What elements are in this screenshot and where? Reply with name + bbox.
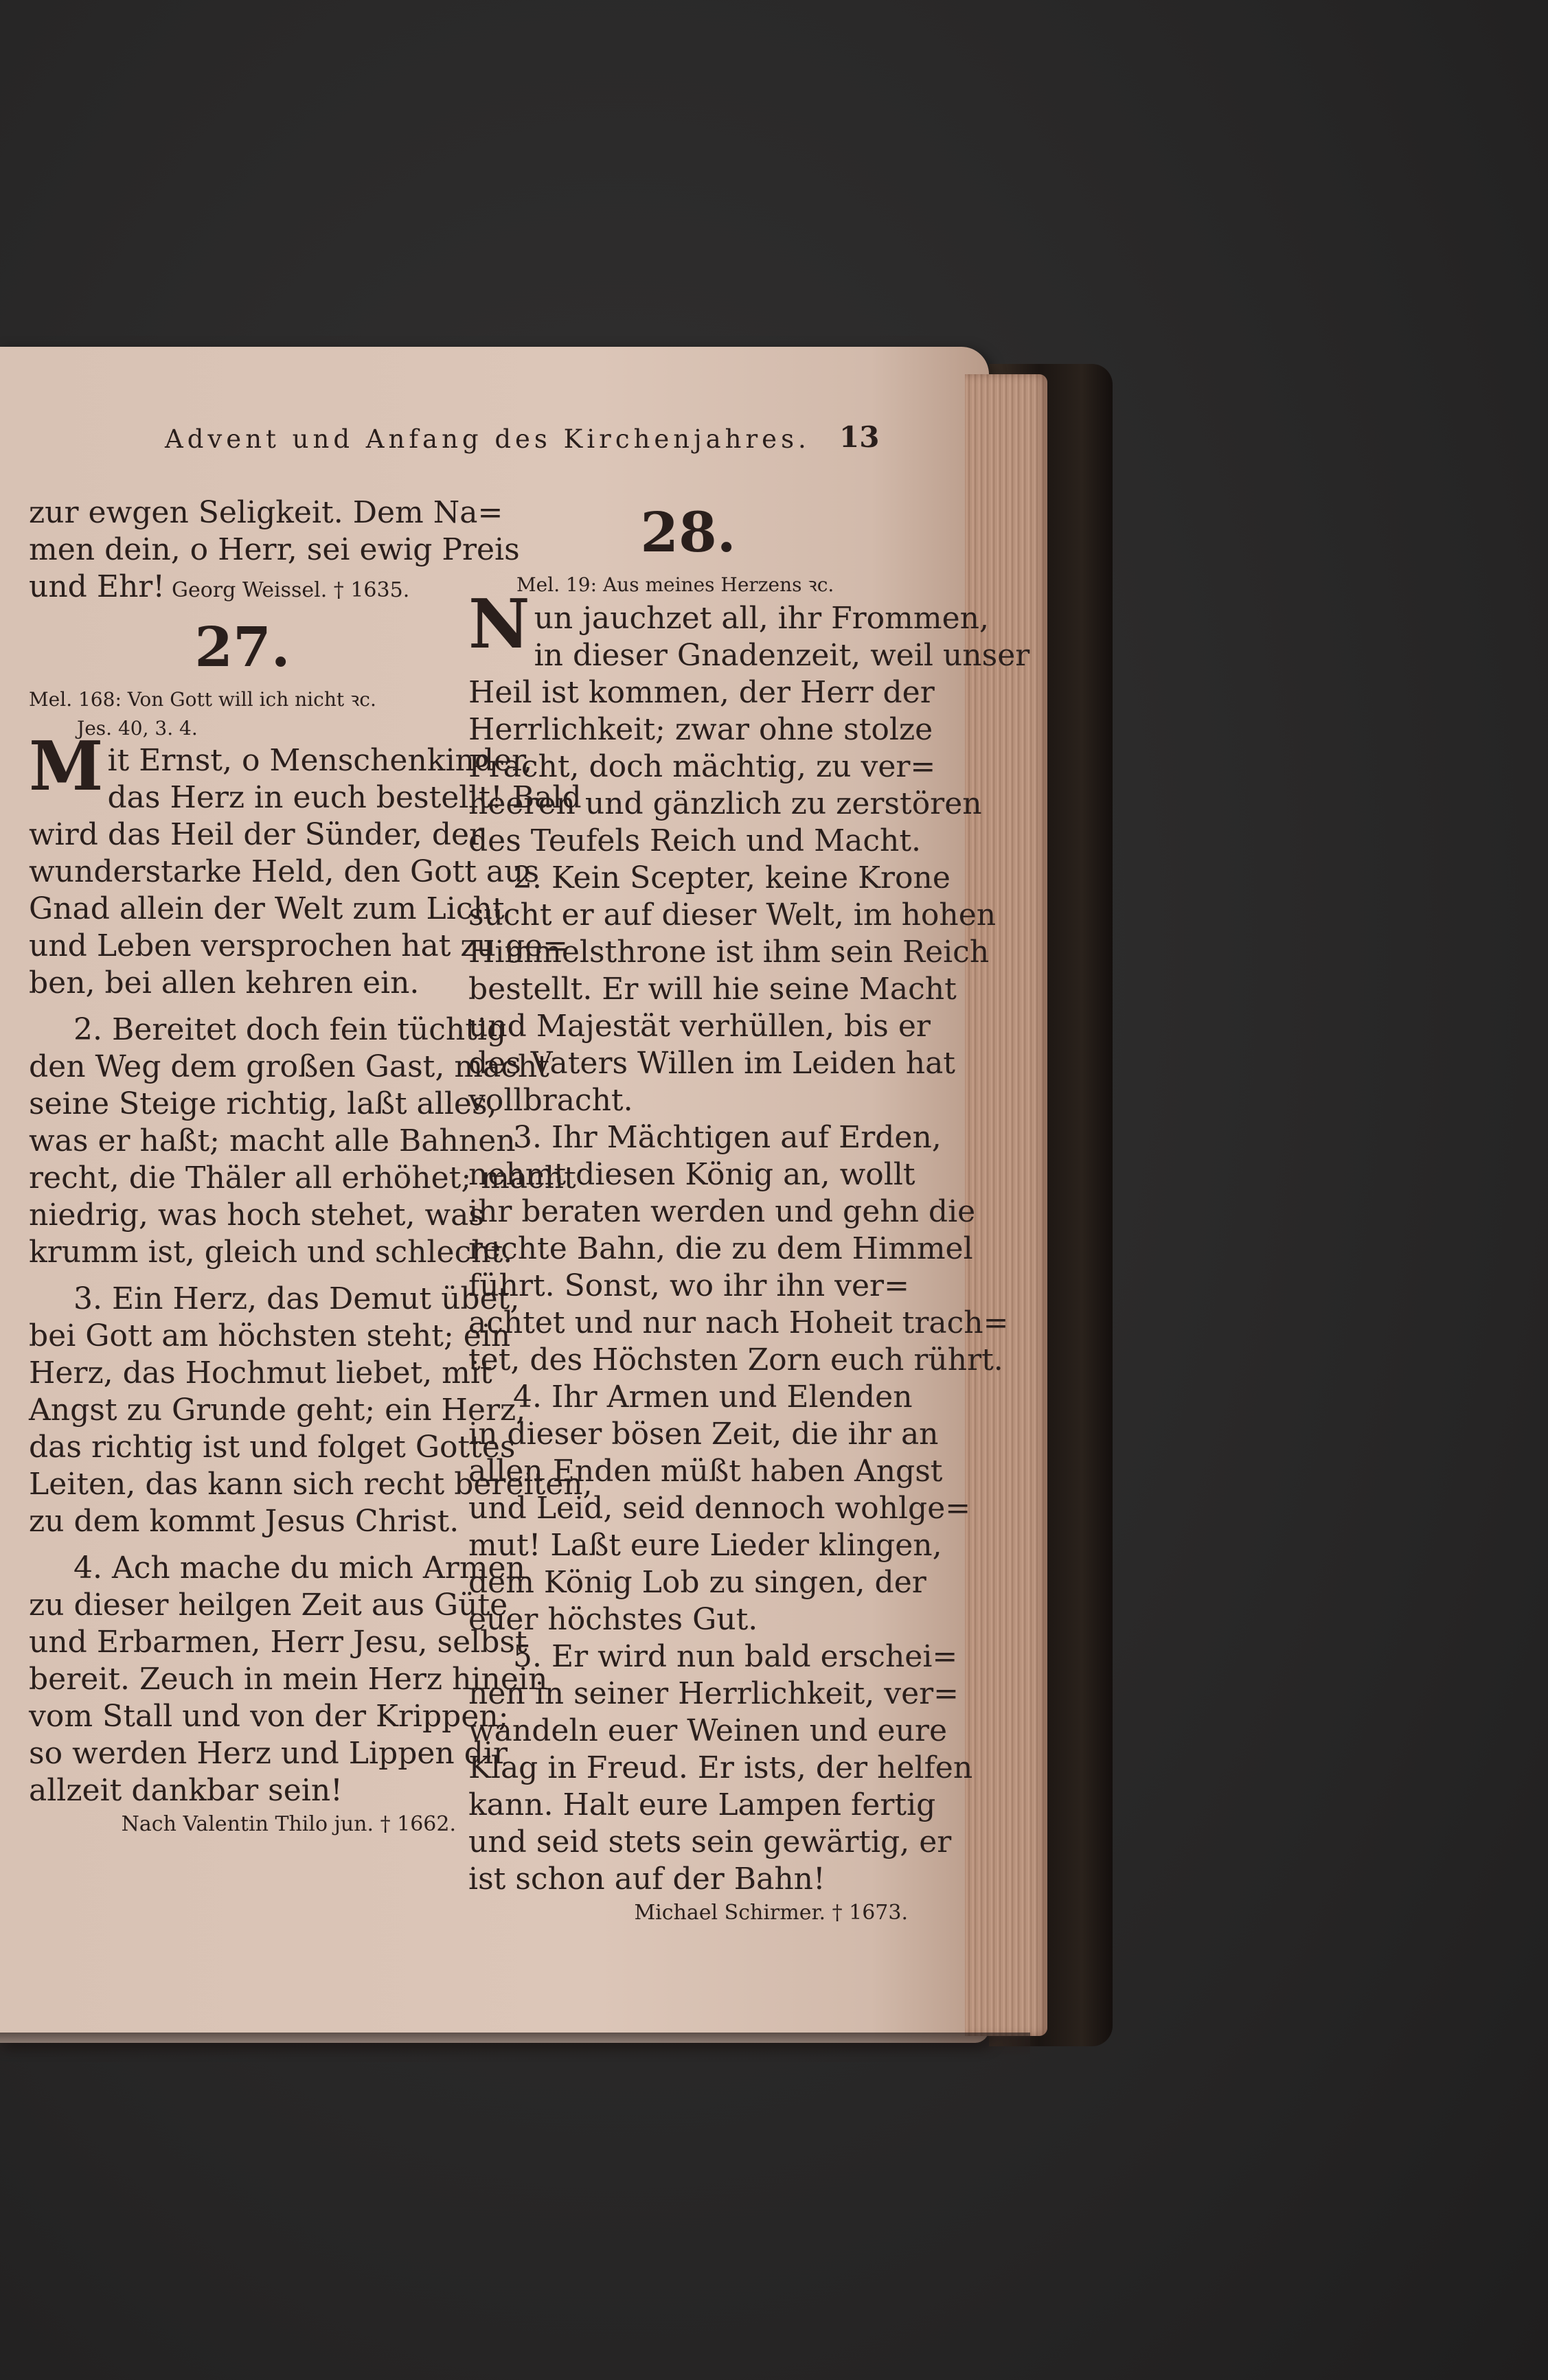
text-line: und seid stets sein gewärtig, er [468, 1824, 952, 1860]
text-line: was er haßt; macht alle Bahnen [29, 1123, 516, 1158]
text-line-content: un jauchzet all, ihr Frommen, [534, 601, 989, 636]
text-line-content: it Ernst, o Menschenkinder, [107, 743, 533, 778]
text-line: zu dieser heilgen Zeit aus Güte [29, 1588, 508, 1623]
text-line: Herz, das Hochmut liebet, mit [29, 1355, 492, 1391]
text-line: zu dem kommt Jesus Christ. [29, 1504, 459, 1539]
text-line: sucht er auf dieser Welt, im hohen [468, 897, 997, 932]
text-line: Herrlichkeit; zwar ohne stolze [468, 712, 933, 747]
text-line: und Majestät verhüllen, bis er [468, 1009, 931, 1044]
text-line: men dein, o Herr, sei ewig Preis [29, 532, 520, 567]
text-line: führt. Sonst, wo ihr ihn ver= [468, 1268, 909, 1303]
verse-3 [29, 1281, 593, 1540]
text-line: ihr beraten werden und gehn die [468, 1194, 976, 1229]
text-line: zur ewgen Seligkeit. Dem Na= [29, 495, 503, 530]
text-line: krumm ist, gleich und schlecht. [29, 1235, 513, 1270]
verse-4 [29, 1550, 548, 1809]
text-line: mut! Laßt eure Lieder klingen, [468, 1528, 942, 1563]
text-line: wandeln euer Weinen und eure [468, 1713, 947, 1748]
text-line: das richtig ist und folget Gottes [29, 1430, 516, 1465]
text-line: 2. Bereitet doch fein tüchtig [73, 1012, 507, 1047]
melody-reference: Mel. 168: Von Gott will ich nicht ꝛc. [29, 688, 376, 711]
text-line: des Vaters Willen im Leiden hat [468, 1046, 955, 1081]
text-line: rechte Bahn, die zu dem Himmel [468, 1231, 973, 1266]
verse-2 [468, 860, 997, 1119]
text-line: 5. Er wird nun bald erschei= [513, 1639, 958, 1674]
text-line: Angst zu Grunde geht; ein Herz, [29, 1393, 526, 1428]
drop-cap: N [468, 585, 530, 664]
text-line: nen in seiner Herrlichkeit, ver= [468, 1676, 959, 1711]
text-line: das Herz in euch bestellt! Bald [107, 780, 582, 815]
text-line: 4. Ihr Armen und Elenden [513, 1380, 913, 1415]
text-line: Gnad allein der Welt zum Licht [29, 891, 505, 926]
hymn-26-ending [29, 494, 520, 609]
melody-reference: Mel. 19: Aus meines Herzens ꝛc. [516, 573, 834, 596]
text-line: 2. Kein Scepter, keine Krone [513, 860, 951, 895]
text-line: euer höchstes Gut. [468, 1602, 758, 1637]
text-line [29, 569, 456, 609]
verse-5 [468, 1638, 973, 1898]
text-line: achtet und nur nach Hoheit trach= [468, 1305, 1009, 1340]
hymn-number: 28. [640, 500, 736, 564]
author-credit: Nach Valentin Thilo jun. † 1662. [121, 1812, 456, 1836]
text-line: Pracht, doch mächtig, zu ver= [468, 749, 936, 784]
text-line: Klag in Freud. Er ists, der helfen [468, 1750, 973, 1785]
running-head: Advent und Anfang des Kirchenjahres. [165, 424, 810, 454]
drop-cap: M [29, 727, 104, 806]
text-line: seine Steige richtig, laßt alles, [29, 1086, 497, 1121]
text-line: wird das Heil der Sünder, der [29, 817, 484, 852]
right-column [468, 494, 1030, 1928]
text-line: nehmt diesen König an, wollt [468, 1157, 915, 1192]
text-line: bei Gott am höchsten steht; ein [29, 1318, 511, 1353]
text-line: in dieser bösen Zeit, die ihr an [468, 1417, 939, 1452]
verse-1 [468, 585, 1030, 860]
text-line: niedrig, was hoch stehet, was [29, 1198, 484, 1233]
text-line: dem König Lob zu singen, der [468, 1565, 926, 1600]
text-line: so werden Herz und Lippen dir [29, 1736, 508, 1771]
hymn-28 [468, 494, 1030, 1928]
text-line: Himmelsthrone ist ihm sein Reich [468, 935, 990, 970]
text-line: recht, die Thäler all erhöhet; macht [29, 1160, 576, 1195]
text-line: bereit. Zeuch in mein Herz hinein [29, 1662, 548, 1697]
text-line: 3. Ihr Mächtigen auf Erden, [513, 1120, 942, 1155]
verse-3 [468, 1119, 1009, 1379]
text-line: heeren und gänzlich zu zerstören [468, 786, 982, 821]
text-line: kann. Halt eure Lampen fertig [468, 1787, 936, 1822]
text-line: und Erbarmen, Herr Jesu, selbst [29, 1625, 527, 1660]
text-line: in dieser Gnadenzeit, weil unser [534, 638, 1030, 673]
hymn-number: 27. [194, 615, 291, 679]
text-line: und Leid, seid dennoch wohlge= [468, 1491, 971, 1526]
text-line: ist schon auf der Bahn! [468, 1862, 826, 1897]
text-line: Heil ist kommen, der Herr der [468, 675, 935, 710]
author-credit: Michael Schirmer. † 1673. [634, 1901, 908, 1925]
text-line: 3. Ein Herz, das Demut übet, [73, 1281, 520, 1316]
text-line: vollbracht. [468, 1083, 633, 1118]
text-line: und Leben versprochen hat zu ge= [29, 928, 568, 963]
text-line: wunderstarke Held, den Gott aus [29, 854, 540, 889]
text-line: des Teufels Reich und Macht. [468, 823, 922, 858]
text-line: 4. Ach mache du mich Armen [73, 1551, 525, 1586]
verse-4 [468, 1379, 971, 1638]
text-line: vom Stall und von der Krippen; [29, 1699, 509, 1734]
scripture-reference: Jes. 40, 3. 4. [77, 717, 198, 740]
text-line: ben, bei allen kehren ein. [29, 965, 420, 1000]
text-line: allen Enden müßt haben Angst [468, 1454, 943, 1489]
text-line: tet, des Höchsten Zorn euch rührt. [468, 1342, 1003, 1377]
page-number: 13 [839, 420, 880, 454]
text-line: bestellt. Er will hie seine Macht [468, 972, 957, 1007]
text-line-content: und Ehr! [29, 569, 165, 604]
text-line: allzeit dankbar sein! [29, 1773, 343, 1808]
text-line: Leiten, das kann sich recht bereiten, [29, 1467, 593, 1502]
author-credit: Georg Weissel. † 1635. [172, 578, 410, 602]
text-line: den Weg dem großen Gast, macht [29, 1049, 549, 1084]
